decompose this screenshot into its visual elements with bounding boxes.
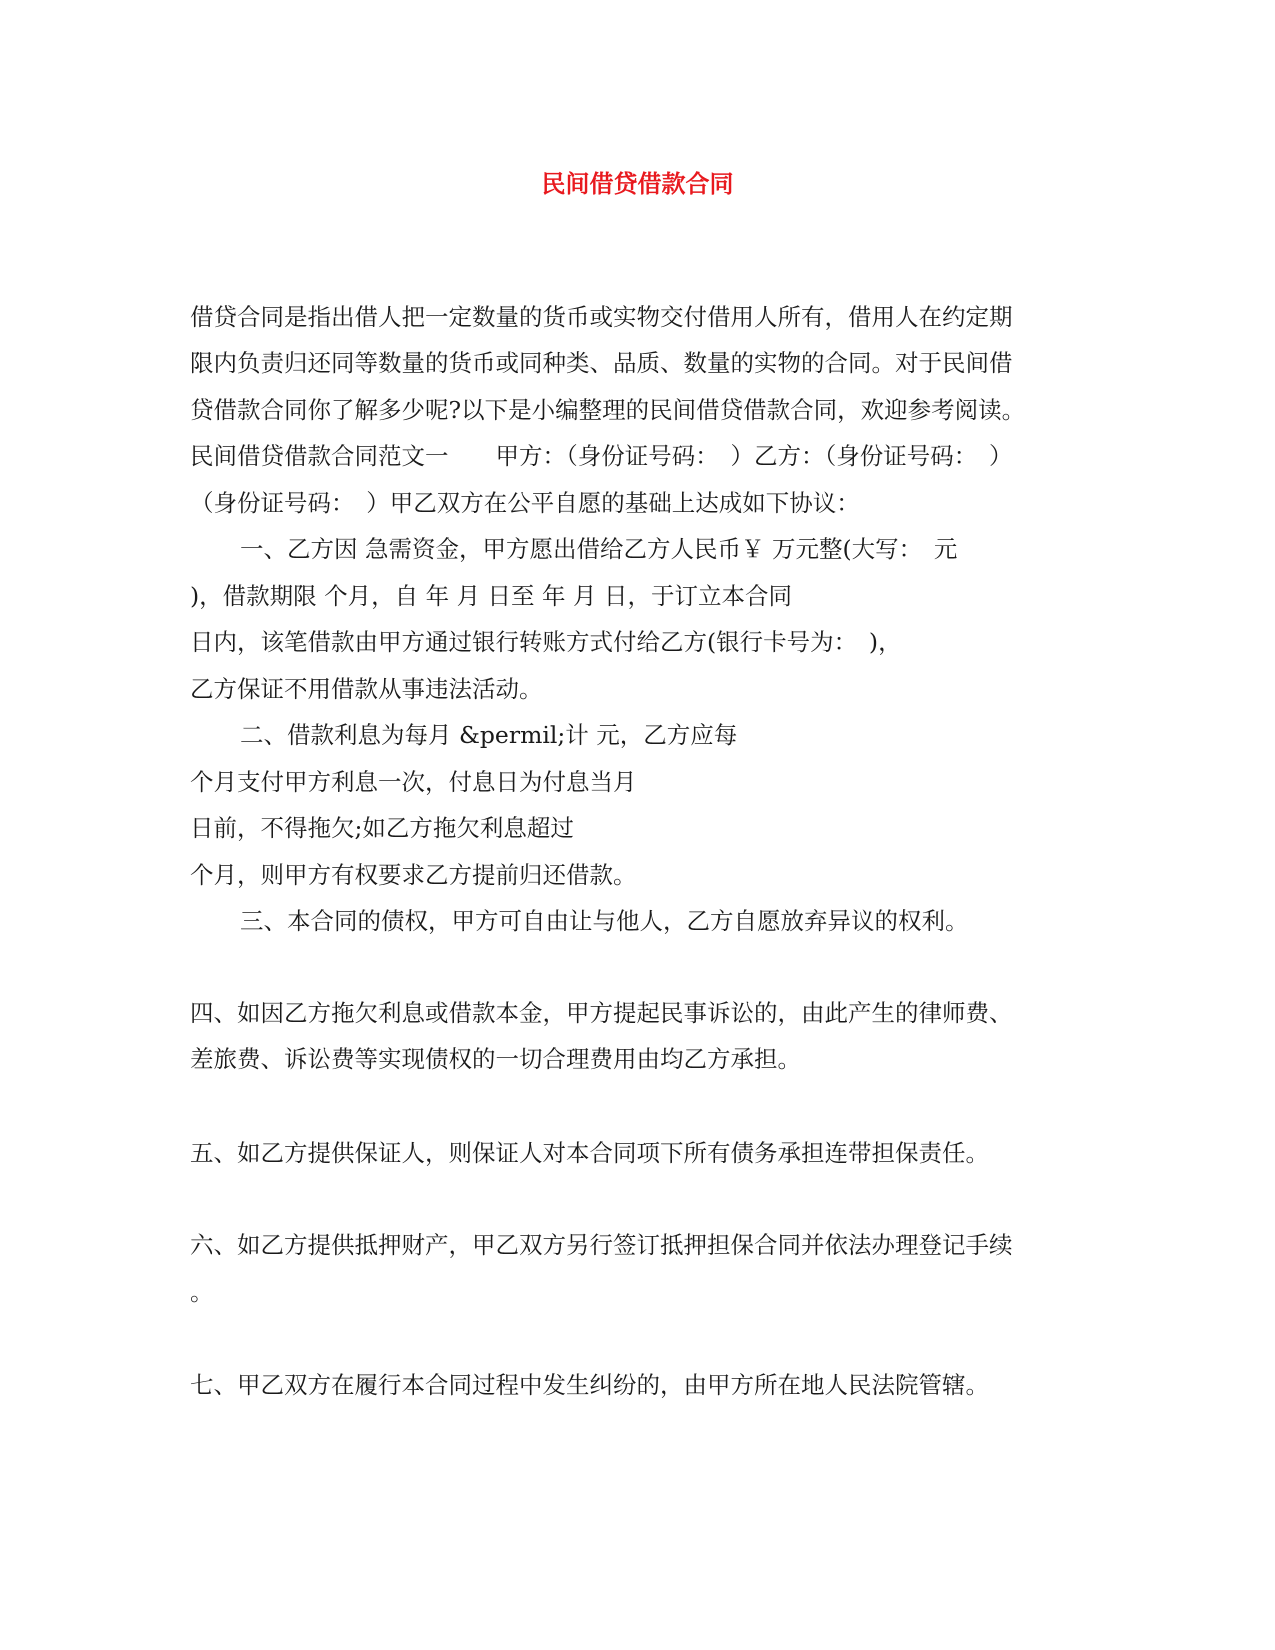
paragraph-line: 贷借款合同你了解多少呢?以下是小编整理的民间借贷借款合同，欢迎参考阅读。 [190, 396, 1026, 424]
clause-4-line: 四、如因乙方拖欠利息或借款本金，甲方提起民事诉讼的，由此产生的律师费、 [190, 999, 1013, 1027]
paragraph-line: 借贷合同是指出借人把一定数量的货币或实物交付借用人所有，借用人在约定期 [190, 303, 1013, 331]
clause-6-line: 。 [190, 1278, 214, 1306]
clause-4-line: 差旅费、诉讼费等实现债权的一切合理费用由均乙方承担。 [190, 1045, 801, 1073]
clause-3-line: 三、本合同的债权，甲方可自由让与他人，乙方自愿放弃异议的权利。 [240, 907, 969, 935]
clause-7-line: 七、甲乙双方在履行本合同过程中发生纠纷的，由甲方所在地人民法院管辖。 [190, 1371, 989, 1399]
clause-2-line: 二、借款利息为每月 &permil;计 元，乙方应每 [240, 721, 738, 749]
clause-6-line: 六、如乙方提供抵押财产，甲乙双方另行签订抵押担保合同并依法办理登记手续 [190, 1231, 1013, 1259]
clause-5-line: 五、如乙方提供保证人，则保证人对本合同项下所有债务承担连带担保责任。 [190, 1139, 989, 1167]
clause-1-line: )，借款期限 个月，自 年 月 日至 年 月 日，于订立本合同 [190, 582, 792, 610]
clause-1-line: 乙方保证不用借款从事违法活动。 [190, 675, 543, 703]
clause-2-line: 个月，则甲方有权要求乙方提前归还借款。 [190, 861, 637, 889]
clause-1-line: 一、乙方因 急需资金，甲方愿出借给乙方人民币￥ 万元整(大写： 元 [240, 535, 958, 563]
paragraph-line: 民间借贷借款合同范文一 甲方：（身份证号码： ）乙方：（身份证号码： ） [190, 442, 1013, 470]
paragraph-line: 限内负责归还同等数量的货币或同种类、品质、数量的实物的合同。对于民间借 [190, 349, 1013, 377]
clause-2-line: 个月支付甲方利息一次，付息日为付息当月 [190, 768, 637, 796]
clause-2-line: 日前，不得拖欠;如乙方拖欠利息超过 [190, 814, 574, 842]
paragraph-line: （身份证号码： ）甲乙双方在公平自愿的基础上达成如下协议： [190, 489, 860, 517]
clause-1-line: 日内，该笔借款由甲方通过银行转账方式付给乙方(银行卡号为： )， [190, 628, 902, 656]
document-title: 民间借贷借款合同 [541, 170, 734, 198]
